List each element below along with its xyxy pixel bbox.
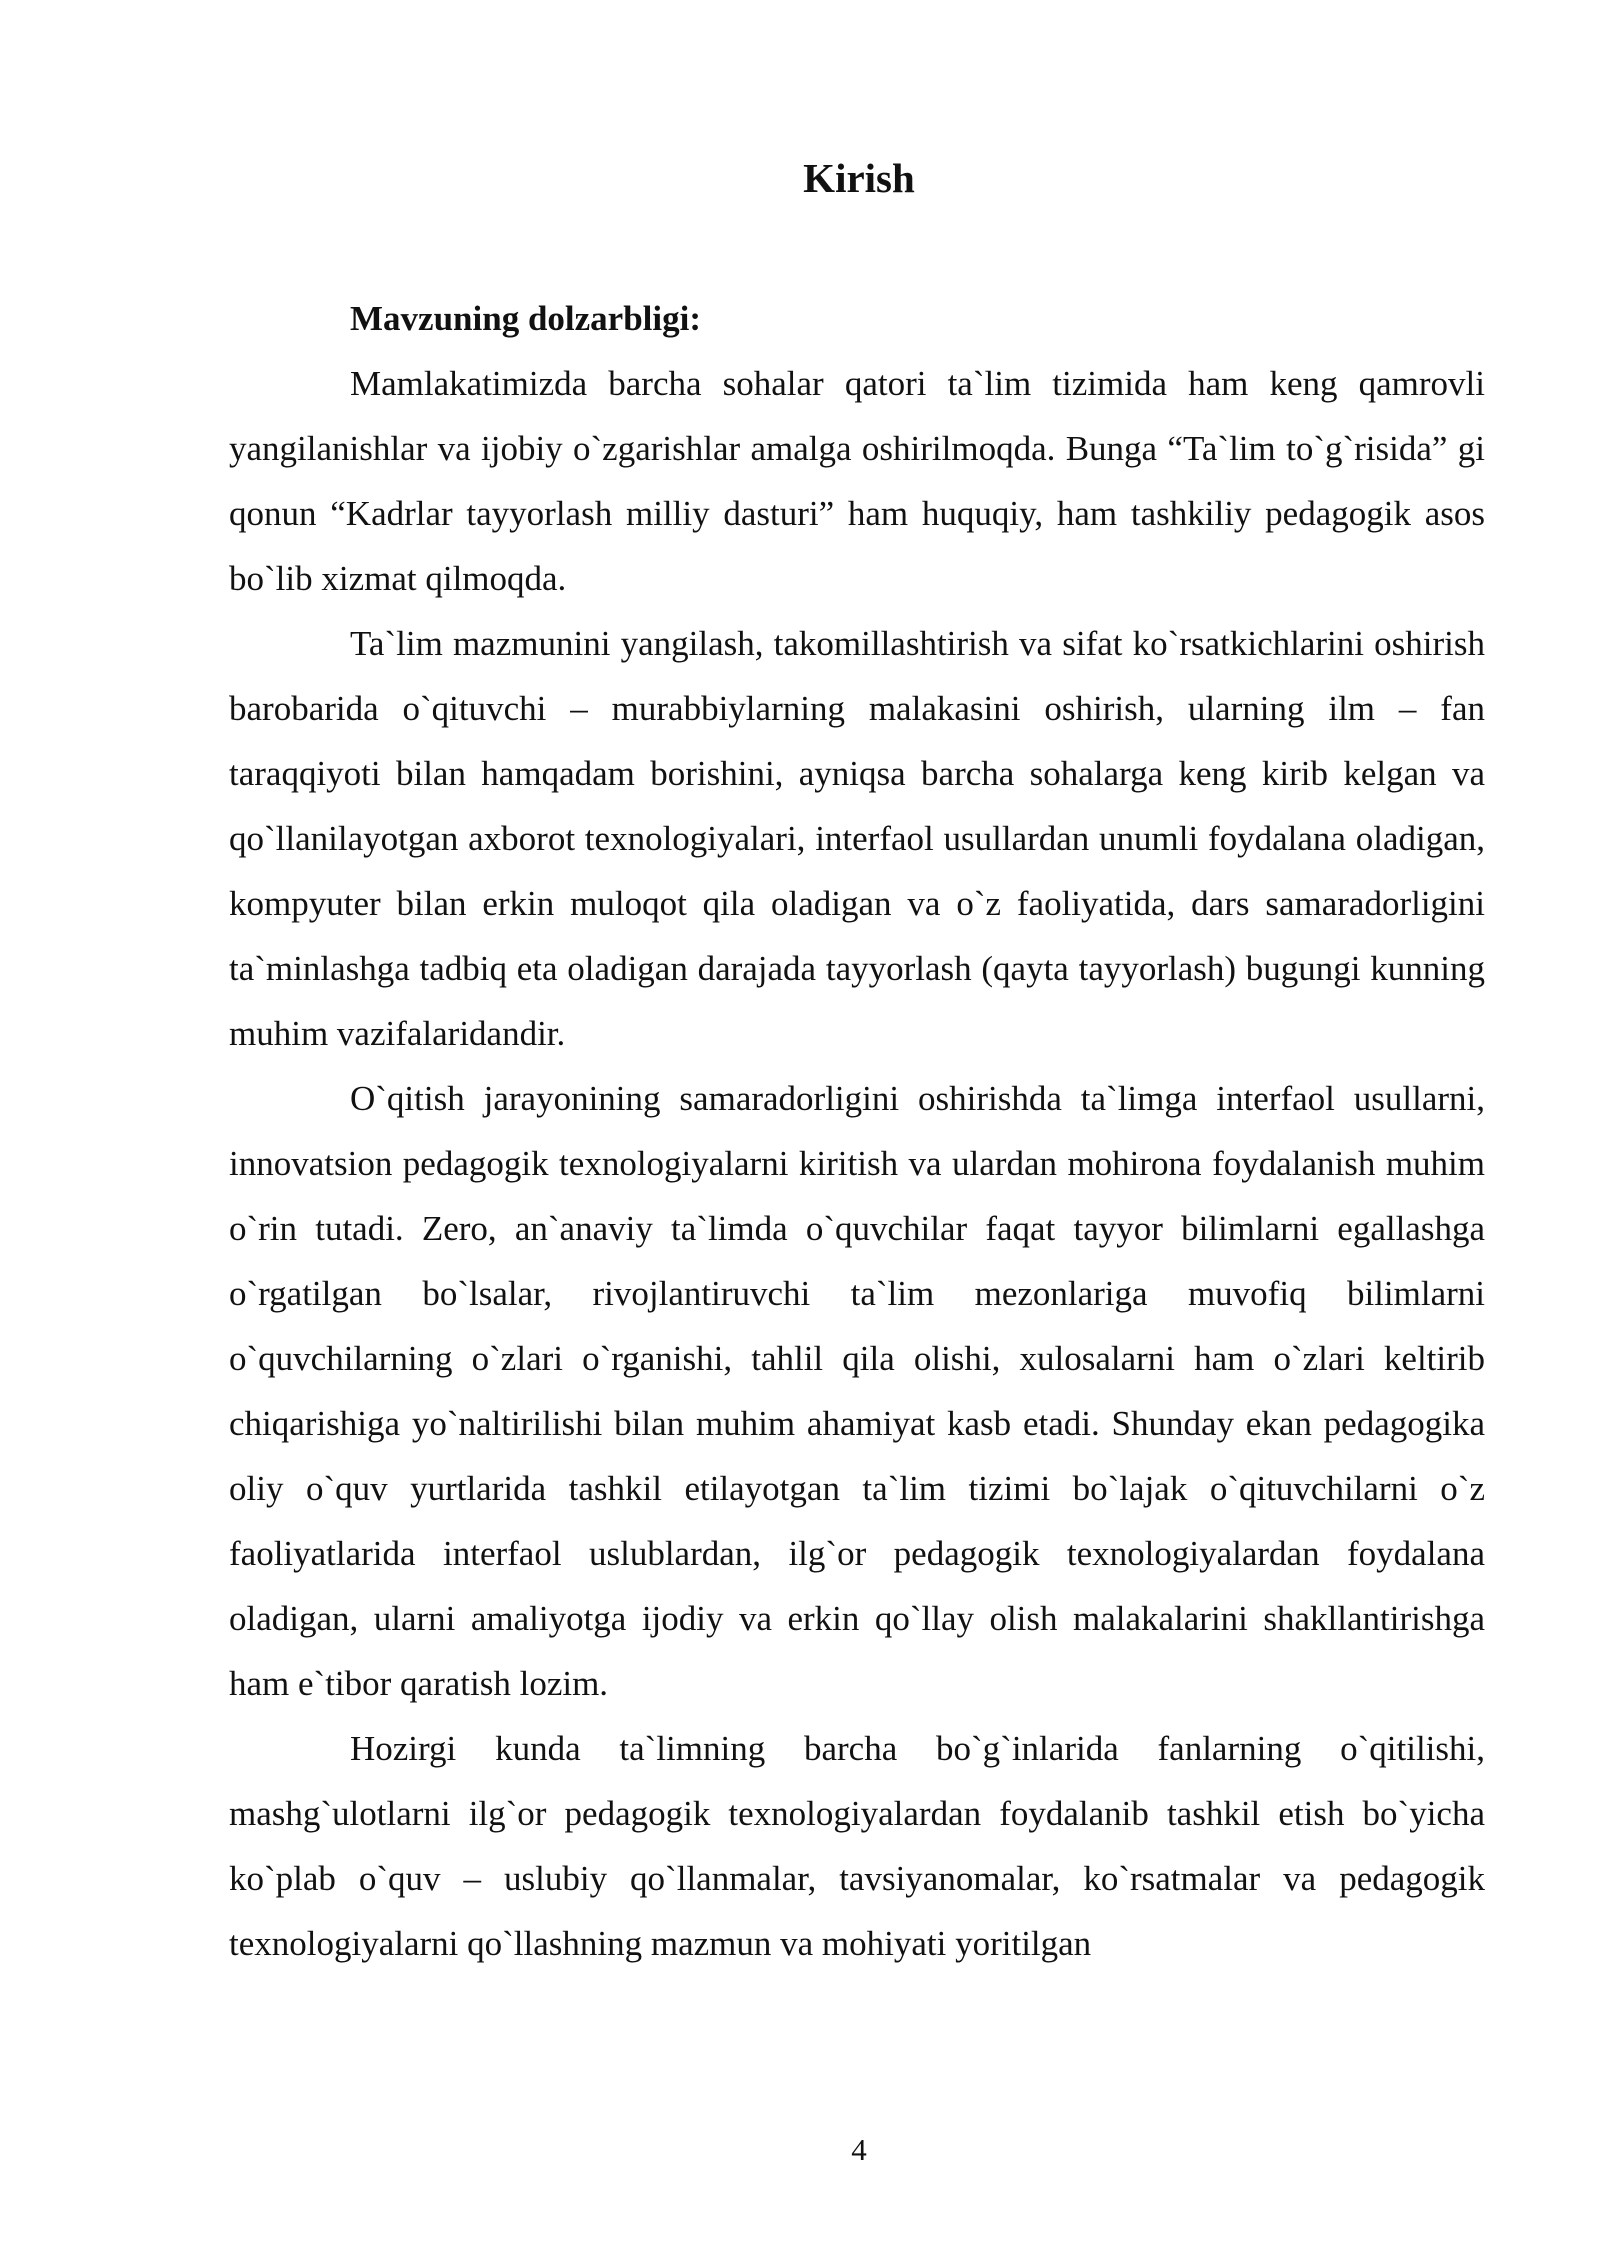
paragraph-2: Ta`lim mazmunini yangilash, takomillashtirish va sifat ko`rsatkichlarini oshirish barobarida o`qituvchi – murabbiylarning malakasini oshirish, ularning ilm – fan taraqqiyoti bilan hamqadam borishini, ayniqsa barcha sohalarga keng kirib kelgan va qo`llanilayotgan axborot texnologiyalari, interfaol usullardan unumli foydalana oladigan, kompyuter bilan erkin muloqot qila oladigan va o`z faoliyatida, dars samaradorligini ta`minlashga tadbiq eta oladigan darajada tayyorlash (qayta tayyorlash) bugungi kunning muhim vazifalaridandir. [229, 624, 1485, 1053]
paragraph-1: Mamlakatimizda barcha sohalar qatori ta`lim tizimida ham keng qamrovli yangilanishlar va ijobiy o`zgarishlar amalga oshirilmoqda. Bunga “Ta`lim to`g`risida” gi qonun “Kadrlar tayyorlash milliy dasturi” ham huquqiy, ham tashkiliy pedagogik asos bo`lib xizmat qilmoqda. [229, 364, 1485, 598]
page-title: Kirish [803, 155, 915, 201]
paragraph-4: Hozirgi kunda ta`limning barcha bo`g`inlarida fanlarning o`qitilishi, mashg`ulotlarni ilg`or pedagogik texnologiyalardan foydalanib tashkil etish bo`yicha ko`plab o`quv – uslubiy qo`llanmalar, tavsiyanomalar, ko`rsatmalar va pedagogik texnologiyalarni qo`llashning mazmun va mohiyati yoritilgan [229, 1729, 1485, 1963]
page-number: 4 [851, 2132, 867, 2167]
paragraph-3: O`qitish jarayonining samaradorligini oshirishda ta`limga interfaol usullarni, innovatsion pedagogik texnologiyalarni kiritish va ulardan mohirona foydalanish muhim o`rin tutadi. Zero, an`anaviy ta`limda o`quvchilar faqat tayyor bilimlarni egallashga o`rgatilgan bo`lsalar, rivojlantiruvchi ta`lim mezonlariga muvofiq bilimlarni o`quvchilarning o`zlari o`rganishi, tahlil qila olishi, xulosalarni ham o`zlari keltirib chiqarishiga yo`naltirilishi bilan muhim ahamiyat kasb etadi. Shunday ekan pedagogika oliy o`quv yurtlarida tashkil etilayotgan ta`lim tizimi bo`lajak o`qituvchilarni o`z faoliyatlarida interfaol uslublardan, ilg`or pedagogik texnologiyalardan foydalana oladigan, ularni amaliyotga ijodiy va erkin qo`llay olish malakalarini shakllantirishga ham e`tibor qaratish lozim. [229, 1079, 1485, 1703]
body-text [229, 287, 1485, 1976]
section-heading: Mavzuning dolzarbligi: [350, 299, 701, 338]
